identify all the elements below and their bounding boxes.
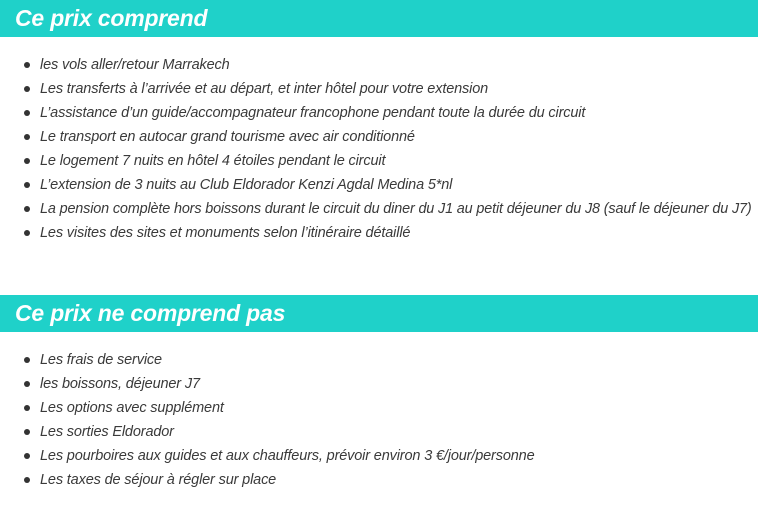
included-section <box>0 0 758 241</box>
bullet-icon <box>24 357 30 363</box>
list-item <box>0 396 758 420</box>
bullet-icon <box>24 477 30 483</box>
excluded-list <box>0 348 758 492</box>
list-item-text: les vols aller/retour Marrakech <box>40 57 230 73</box>
list-item <box>0 197 758 221</box>
list-item <box>0 125 758 149</box>
bullet-icon <box>24 453 30 459</box>
bullet-icon <box>24 134 30 140</box>
excluded-header <box>0 295 758 332</box>
list-item <box>0 348 758 372</box>
bullet-icon <box>24 381 30 387</box>
list-item <box>0 53 758 77</box>
bullet-icon <box>24 182 30 188</box>
list-item-text: L’extension de 3 nuits au Club Eldorador Kenzi Agdal Medina 5*nl <box>40 177 453 193</box>
bullet-icon <box>24 429 30 435</box>
list-item-text: La pension complète hors boissons durant le circuit du diner du J1 au petit déjeuner du J8 (sauf le déjeuner du J7) <box>40 201 752 217</box>
list-item-text: Les options avec supplément <box>40 400 224 416</box>
bullet-icon <box>24 158 30 164</box>
list-item <box>0 372 758 396</box>
list-item <box>0 149 758 173</box>
list-item <box>0 420 758 444</box>
list-item <box>0 468 758 492</box>
bullet-icon <box>24 230 30 236</box>
list-item-text: Les transferts à l’arrivée et au départ, et inter hôtel pour votre extension <box>40 81 489 97</box>
list-item-text: Les taxes de séjour à régler sur place <box>40 472 277 488</box>
bullet-icon <box>24 62 30 68</box>
list-item <box>0 77 758 101</box>
included-list <box>0 53 758 245</box>
list-item-text: Le transport en autocar grand tourisme avec air conditionné <box>40 129 415 145</box>
list-item-text: Les pourboires aux guides et aux chauffeurs, prévoir environ 3 €/jour/personne <box>40 448 535 464</box>
bullet-icon <box>24 405 30 411</box>
bullet-icon <box>24 206 30 212</box>
list-item <box>0 173 758 197</box>
excluded-title: Ce prix ne comprend pas <box>15 300 286 326</box>
list-item <box>0 221 758 245</box>
list-item-text: L’assistance d’un guide/accompagnateur francophone pendant toute la durée du circuit <box>40 105 586 121</box>
included-title: Ce prix comprend <box>15 5 208 31</box>
bullet-icon <box>24 86 30 92</box>
list-item-text: Les sorties Eldorador <box>40 424 174 440</box>
list-item-text: Les frais de service <box>40 352 162 368</box>
list-item-text: Les visites des sites et monuments selon l’itinéraire détaillé <box>40 225 411 241</box>
list-item-text: les boissons, déjeuner J7 <box>40 376 200 392</box>
bullet-icon <box>24 110 30 116</box>
excluded-section <box>0 295 758 488</box>
list-item-text: Le logement 7 nuits en hôtel 4 étoiles pendant le circuit <box>40 153 386 169</box>
included-header <box>0 0 758 37</box>
list-item <box>0 101 758 125</box>
list-item <box>0 444 758 468</box>
